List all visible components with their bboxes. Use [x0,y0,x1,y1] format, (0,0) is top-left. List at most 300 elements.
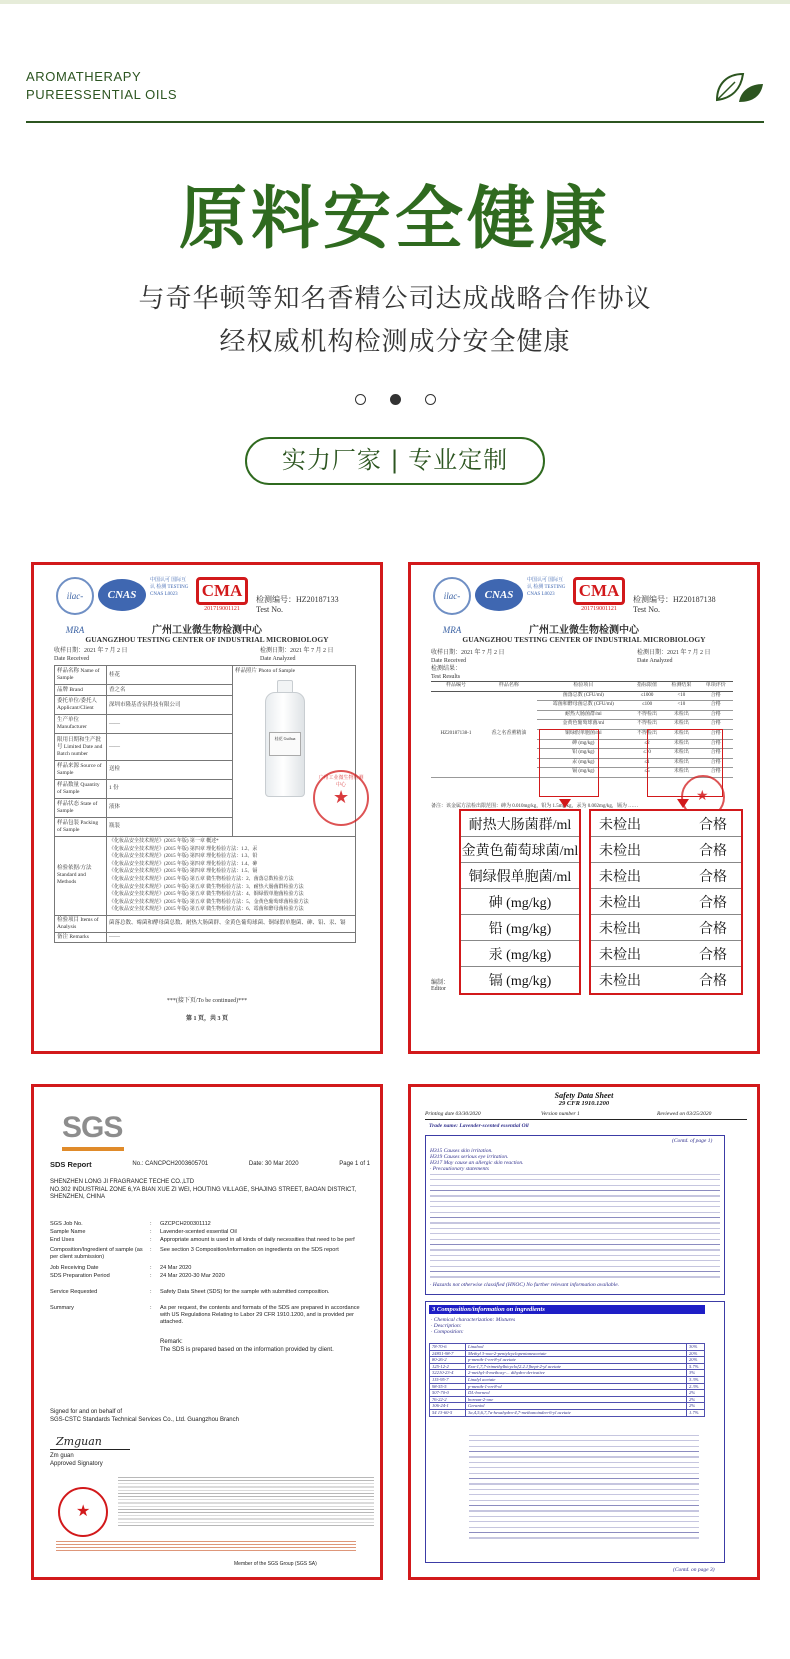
row-value: 深圳市隆基香氛科技有限公司 [107,696,233,715]
signed-line-2: SGS-CSTC Standards Technical Services Co., Ltd. Guangzhou Branch [50,1416,239,1423]
component-percent: 2% [687,1403,705,1410]
component-percent: 20% [687,1357,705,1364]
test-number [256,595,339,615]
test-number-value: 检测编号：HZ20187133 [256,595,339,604]
chemical-characterization: · Chemical characterization: Mixtures [431,1317,516,1323]
component-percent: 3% [687,1370,705,1377]
row-value: 香之名 [107,685,233,696]
column-header: 检测结果 [664,682,698,692]
sgs-sds-report [31,1084,383,1580]
cas-number: 78-70-6 [430,1344,466,1351]
arrow-down-icon [677,799,689,808]
composition-intro [431,1317,515,1335]
carousel-dots [0,394,790,405]
table-row [430,1357,705,1364]
field-value: Lavender-scented essential Oil [160,1229,237,1235]
handwritten-signature: Zmguan [56,1435,102,1448]
column-header: 指标限值 [630,682,664,692]
cas-number: 24851-98-7 [430,1350,466,1357]
zoom-items-panel [459,809,581,995]
composition-label: · Composition: [431,1329,464,1335]
zoom-result: 未检出 [599,817,641,833]
row-value: —— [107,734,233,761]
field-value: GZCPCH200301112 [160,1221,211,1227]
component-name: 3a,4,5,6,7,7a-hexahydro-4,7-methanoinden-6-yl acetate [466,1409,687,1416]
leaf-icon [713,70,765,106]
zoom-evaluation: 合格 [699,974,727,989]
field-value: Appropriate amount is used in all kinds of daily necessities that need to be perf [160,1237,355,1243]
hazard-line: · Precautionary statements [430,1166,489,1172]
stamp-star-icon: ★ [333,787,350,807]
test-limit: ≤5 [630,768,664,778]
table-row [430,1409,705,1416]
test-report-1 [31,562,383,1054]
test-item: 铜绿假单胞菌/ml [537,729,630,739]
seal-star-icon: ★ [76,1501,91,1520]
photo-cell [233,666,364,837]
row-key: 限用日期和生产批号 Limited Date and Batch number [55,734,107,761]
method-item: 《化妆品安全技术规范》(2015 年版) 第四章 理化检验方法：1.4、砷 [109,861,258,867]
table-row [55,666,356,685]
test-item: 菌落总数 (CFU/ml) [537,691,630,701]
method-item: 《化妆品安全技术规范》(2015 年版) 第四章 理化检验方法：1.5、镉 [109,869,258,875]
test-report-2 [408,562,760,1054]
field-value: 24 Mar 2020 [160,1265,192,1271]
member-note: Member of the SGS Group (SGS SA) [234,1561,317,1567]
component-name: Methyl 3-oxo-2-pentylcyclopentaneacetate [466,1350,687,1357]
method-item: 《化妆品安全技术规范》(2015 年版) 第四章 理化检验方法：1.2、汞 [109,846,258,852]
sgs-logo-underline [62,1147,124,1151]
cma-number: 201719001121 [581,606,617,612]
report-date: Date: 30 Mar 2020 [248,1161,299,1167]
zoom-results-panel [589,809,743,995]
cas-number: 54 13-60-5 [430,1409,466,1416]
row-key: 样品数量 Quantity of Sample [55,779,107,798]
cas-number: 32210-23-4 [430,1370,466,1377]
cas-number: 115-95-7 [430,1376,466,1383]
table-row [430,1403,705,1410]
test-number-en: Test No. [256,605,283,614]
component-name: Linalyl acetate [466,1376,687,1383]
date-received [54,647,128,663]
components-table [429,1343,705,1417]
cnas-text: 中国认可 国际互认 检测 TESTING CNAS L0023 [527,578,566,597]
hazard-line: H317 May cause an allergic skin reaction. [430,1160,524,1166]
date-received-en: Date Received [54,656,90,662]
component-percent: 2.3% [687,1383,705,1390]
date-received [431,649,505,665]
signer-block [50,1453,170,1468]
zoom-evaluation: 合格 [699,843,727,859]
test-item: 金黄色葡萄球菌/ml [537,720,630,730]
date-analyzed-value: 检测日期：2021 年 7 月 2 日 [637,650,711,656]
cas-number: 76-22-2 [430,1396,466,1403]
zoom-item: 铅 (mg/kg) [461,915,579,941]
component-name: p-menth-1-en-8-ol [466,1383,687,1390]
row-key: 生产单位 Manufacturer [55,715,107,734]
continued-note: ***(接下页/To be continued)*** [166,998,248,1004]
test-result: 未检出 [664,739,698,749]
row-key: 样品包装 Packing of Sample [55,817,107,836]
test-limit: 不得检出 [630,710,664,720]
test-result: 未检出 [664,720,698,730]
test-limit: ≤100 [630,701,664,711]
methods-key: 检验依据/方法 Standard and Methods [55,837,107,916]
zoom-evaluation: 合格 [699,869,727,885]
method-item: 《化妆品安全技术规范》(2015 年版) 第五章 微生物检验方法：3、耐热大肠菌群检验方法 [109,884,304,890]
stamp-text: 广州工业微生物检测中心 [318,776,364,788]
items-value: 菌落总数、霉菌和酵母菌总数、耐热大肠菌群、金黄色葡萄球菌、铜绿假单胞菌、砷、铅、汞、镉 [107,915,356,932]
signer-title: Approved Signatory [50,1460,103,1467]
field-row: Summary : As per request, the contents and formats of the SDS are prepared in accordance with US Regulations Relating to Labor 29 CFR 1910.1200, and is provided per attached. [50,1305,370,1326]
sds-subtitle: 29 CFR 1910.1200 [558,1100,610,1107]
zoom-result-row [591,941,741,967]
method-item: 《化妆品安全技术规范》(2015 年版) 第四章 理化检验方法：1.3、铅 [109,854,258,860]
zoom-result-row [591,811,741,837]
photo-label: 样品照片 Photo of Sample [235,668,296,674]
carousel-dot-1[interactable] [355,394,366,405]
lab-name-en: GUANGZHOU TESTING CENTER OF INDUSTRIAL MICROBIOLOGY [85,635,329,644]
test-result: 未检出 [664,729,698,739]
field-key: End Uses [50,1237,75,1243]
cas-number: 80-26-2 [430,1357,466,1364]
table-row [430,1383,705,1390]
component-name: DL-borneol [466,1390,687,1397]
test-item: 铅 (mg/kg) [537,749,630,759]
section-3-heading: 3 Composition/information on ingredients [429,1305,705,1314]
row-value: 桂花 [107,666,233,685]
remarks-key: 备注 Remarks [55,932,107,942]
zoom-result: 未检出 [599,947,641,963]
date-received-en: Date Received [431,658,467,664]
inspection-stamp [313,770,369,826]
editor-cn: 编制： [431,980,450,986]
zoom-evaluation: 合格 [699,895,727,911]
cas-number: 125-12-2 [430,1363,466,1370]
highlight-items-box [539,729,599,797]
field-row: SGS Job No. : GZCPCH200301112 [50,1221,370,1228]
zoom-item: 汞 (mg/kg) [461,941,579,967]
test-number [633,595,716,615]
lab-name-cn: 广州工业微生物检测中心 [152,625,262,636]
test-evaluation: 合格 [699,768,733,778]
zoom-evaluation: 合格 [699,921,727,937]
field-key: SDS Preparation Period [50,1273,110,1279]
arrow-down-icon [559,799,571,808]
hazard-line: H315 Causes skin irritation. [430,1148,493,1154]
version-number: Version number 1 [541,1111,580,1117]
safety-data-sheet [408,1084,760,1580]
signed-line-1: Signed for and on behalf of [50,1409,123,1415]
row-key: 样品来源 Source of Sample [55,760,107,779]
test-limit: 不得检出 [630,720,664,730]
reviewed-date: Reviewed on 03/25/2020 [657,1111,712,1117]
test-item: 砷 (mg/kg) [537,739,630,749]
field-key: Job Receiving Date [50,1265,99,1271]
test-evaluation: 合格 [699,710,733,720]
field-value: See section 3 Composition/information on ingredients on the SDS report [160,1247,339,1253]
field-value: 24 Mar 2020-30 Mar 2020 [160,1273,225,1279]
table-row [430,1350,705,1357]
cas-number: 106-24-1 [430,1403,466,1410]
test-limit: 不得检出 [630,729,664,739]
zoom-result-row [591,967,741,993]
header-rule [425,1119,747,1120]
test-result: 未检出 [664,710,698,720]
component-name: Exo-1,7,7-trimethylbicyclo[2.2.1]hept-2-yl acetate [466,1363,687,1370]
component-name: Geraniol [466,1403,687,1410]
cnas-logo: CNAS [98,579,146,611]
test-limit: ≤1000 [630,691,664,701]
component-percent: 2% [687,1390,705,1397]
remarks-value: —— [107,932,356,942]
row-value: 送检 [107,760,233,779]
table-row [430,1344,705,1351]
date-analyzed-value: 检测日期：2021 年 7 月 2 日 [260,648,334,654]
row-key: 品牌 Brand [55,685,107,696]
cma-logo: CMA [196,577,248,605]
sample-name: 香之名香薰精油 [481,691,537,777]
zoom-result: 未检出 [599,869,641,885]
table-row [55,932,356,942]
table-row [430,1390,705,1397]
field-row: Job Receiving Date : 24 Mar 2020 [50,1265,370,1272]
contd-note: (Contd. of page 1) [672,1138,713,1144]
subtitle-line-2: 经权威机构检测成分安全健康 [219,327,571,357]
brand-line-2: PUREESSENTIAL OILS [26,87,178,102]
test-evaluation: 合格 [699,729,733,739]
test-limit: ≤1 [630,758,664,768]
zoom-result: 未检出 [599,843,641,859]
fine-print-footer [56,1541,356,1553]
trade-name: Trade name: Lavender-scented essential Oil [429,1123,529,1129]
lab-name-en: GUANGZHOU TESTING CENTER OF INDUSTRIAL MICROBIOLOGY [462,635,706,644]
test-result: 未检出 [664,768,698,778]
remark-block [160,1339,370,1354]
carousel-dot-3[interactable] [425,394,436,405]
method-item: 《化妆品安全技术规范》(2015 年版) 第五章 微生物检验方法：6、霉菌和酵母菌检验方法 [109,907,304,913]
cnas-text: 中国认可 国际互认 检测 TESTING CNAS L0023 [150,578,189,597]
table-row [431,691,733,701]
cma-logo: CMA [573,577,625,605]
zoom-result: 未检出 [599,895,641,911]
table-row [430,1396,705,1403]
field-value: Safety Data Sheet (SDS) for the sample with submitted composition. [160,1289,330,1295]
report-page: Page 1 of 1 [339,1161,370,1167]
zoom-item: 耐热大肠菌群/ml [461,811,579,837]
contd-end-note: (Contd. on page 3) [673,1567,715,1573]
zoom-item: 金黄色葡萄球菌/ml [461,837,579,863]
table-row [430,1376,705,1383]
field-key: Sample Name [50,1229,86,1235]
field-row: End Uses : Appropriate amount is used in all kinds of daily necessities that need to be perf [50,1237,370,1244]
test-evaluation: 合格 [699,701,733,711]
client-name: SHENZHEN LONG JI FRAGRANCE TECHE CO.,LTD [50,1179,195,1185]
client-address-line: NO.302 INDUSTRIAL ZONE 6,YA BIAN XUE ZI WEI, HOUTING VILLAGE, SHAJING STREET, BAOAN DISTRICT, [50,1186,357,1193]
report-header-line [50,1161,370,1169]
column-header: 样品编号 [431,682,481,692]
description-label: · Description: [431,1323,462,1329]
test-result: 未检出 [664,749,698,759]
row-value: —— [107,715,233,734]
field-key: Service Requested [50,1289,98,1295]
other-hazards: · Hazards not otherwise classified (HNOC) No further relevant information available. [430,1282,620,1288]
field-value: As per request, the contents and formats of the SDS are prepared in accordance with US Regulations Relating to Labor 29 CFR 1910.1200, and is provided per attached. [160,1305,360,1325]
table-row [430,1370,705,1377]
page-number: 第 1 页，共 3 页 [185,1016,228,1022]
test-result: 未检出 [664,758,698,768]
date-analyzed [260,647,334,663]
signed-block [50,1409,370,1424]
results-title-en: Test Results [431,674,461,680]
zoom-evaluation: 合格 [699,947,727,963]
report-number: No.: CANCPCH2003605701 [132,1161,209,1167]
test-evaluation: 合格 [699,749,733,759]
field-row: Service Requested : Safety Data Sheet (SDS) for the sample with submitted composition. [50,1289,370,1296]
field-key: Summary [50,1305,74,1311]
component-percent: 1.7% [687,1409,705,1416]
test-result: <10 [664,691,698,701]
test-number-en: Test No. [633,605,660,614]
detection-limit-note: 备注：该金属方法检出限范围：砷为 0.010mg/kg，铅为 1.5mg/kg，汞为 0.002mg/kg，镉为 …… [431,804,639,809]
date-analyzed-en: Date Analyzed [260,656,296,662]
printing-date: Printing date 03/30/2020 [425,1111,481,1117]
carousel-dot-2[interactable] [390,394,401,405]
sample-info-table [54,665,364,943]
test-result: <10 [664,701,698,711]
component-percent: 5.7% [687,1363,705,1370]
zoom-result-row [591,837,741,863]
sample-number: HZ20187138-1 [431,691,481,777]
methods-list [107,837,356,916]
cas-number: 507-70-0 [430,1390,466,1397]
table-header-row [431,682,733,692]
table-row [55,837,356,916]
component-percent: 2% [687,1396,705,1403]
date-analyzed [637,649,711,665]
column-header: 样品名称 [481,682,537,692]
precautionary-text [430,1174,720,1278]
component-name: Linalool [466,1344,687,1351]
client-address [50,1179,370,1202]
date-received-value: 收样日期：2021 年 7 月 2 日 [431,650,505,656]
items-key: 检验项目 Items of Analysis [55,915,107,932]
test-evaluation: 合格 [699,739,733,749]
row-key: 样品名称 Name of Sample [55,666,107,685]
method-item: 《化妆品安全技术规范》(2015 年版) 第一章 概述* [109,839,219,844]
component-name: 2-methyl-4-methoxy-... dihydro-derivative [466,1370,687,1377]
hazard-classification-text [469,1435,699,1543]
ilac-mra-logo: ilac-MRA [433,577,471,615]
test-item: 霉菌和酵母菌总数 (CFU/ml) [537,701,630,711]
field-row: Composition/Ingredient of sample (as per client submission) : See section 3 Composition/information on ingredients on the SDS report [50,1247,370,1261]
page-title: 原料安全健康 [178,180,611,259]
method-item: 《化妆品安全技术规范》(2015 年版) 第五章 微生物检验方法：4、铜绿假单胞菌检验方法 [109,892,304,898]
editor-label [431,977,449,992]
remark-title: Remark: [160,1339,183,1345]
row-key: 委托单位/委托人 Applicant/Client [55,696,107,715]
date-analyzed-en: Date Analyzed [637,658,673,664]
test-limit: ≤10 [630,749,664,759]
table-row [430,1363,705,1370]
test-evaluation: 合格 [699,720,733,730]
fine-print-terms [118,1477,374,1527]
component-name: bornan-2-one [466,1396,687,1403]
column-header: 单项评价 [699,682,733,692]
zoom-result: 未检出 [599,921,641,937]
zoom-item: 砷 (mg/kg) [461,889,579,915]
zoom-result-row [591,863,741,889]
results-title-cn: 检测结果： [431,666,462,672]
hazard-statements [430,1148,524,1172]
hazard-section [425,1135,725,1295]
test-limit: ≤2 [630,739,664,749]
brand-line-1: AROMATHERAPY [26,69,142,84]
hazard-line: H319 Causes serious eye irritation. [430,1154,509,1160]
lab-name-cn: 广州工业微生物检测中心 [529,625,639,636]
factory-badge: 实力厂家 | 专业定制 [245,437,545,485]
zoom-result-row [591,915,741,941]
zoom-item: 铜绿假单胞菌/ml [461,863,579,889]
test-item: 耐热大肠菌群/ml [537,710,630,720]
stamp-star-icon: ★ [696,789,709,804]
date-received-value: 收样日期：2021 年 7 月 2 日 [54,648,128,654]
editor-en: Editor [431,986,446,992]
results-title [431,665,461,681]
field-row: Sample Name : Lavender-scented essential Oil [50,1229,370,1236]
signer-name: Zm guan [50,1453,74,1459]
field-row: SDS Preparation Period : 24 Mar 2020-30 Mar 2020 [50,1273,370,1280]
cnas-logo: CNAS [475,579,523,611]
field-key: SGS Job No. [50,1221,83,1227]
zoom-result-row [591,889,741,915]
test-evaluation: 合格 [699,758,733,768]
row-value: 液体 [107,798,233,817]
sgs-logo: SGS [62,1111,123,1144]
field-key: Composition/Ingredient of sample (as per client submission) [50,1247,143,1260]
test-item: 镉 (mg/kg) [537,768,630,778]
component-percent: 30% [687,1344,705,1351]
signature-line [50,1449,130,1450]
component-percent: 20% [687,1350,705,1357]
cas-number: 98-55-5 [430,1383,466,1390]
row-key: 样品状态 State of Sample [55,798,107,817]
component-percent: 3.3% [687,1376,705,1383]
zoom-result: 未检出 [599,974,641,989]
bottle-label: 桂花 Guihua [269,732,301,756]
sds-title: Safety Data Sheet [554,1091,614,1100]
row-value: 瓶装 [107,817,233,836]
top-strip [0,0,790,4]
remark-text: The SDS is prepared based on the information provided by client. [160,1346,334,1353]
method-item: 《化妆品安全技术规范》(2015 年版) 第五章 微生物检验方法：2、菌落总数检验方法 [109,876,294,882]
cma-number: 201719001121 [204,606,240,612]
zoom-evaluation: 合格 [699,817,727,833]
test-number-value: 检测编号：HZ20187138 [633,595,716,604]
component-name: p-menth-1-en-8-yl acetate [466,1357,687,1364]
company-seal [58,1487,108,1537]
client-city: SHENZHEN, CHINA [50,1194,106,1201]
method-item: 《化妆品安全技术规范》(2015 年版) 第五章 微生物检验方法：5、金黄色葡萄球菌检验方法 [109,899,309,905]
row-value: 1 份 [107,779,233,798]
test-evaluation: 合格 [699,691,733,701]
brand-text [26,68,177,104]
header-divider [26,121,764,123]
test-item: 汞 (mg/kg) [537,758,630,768]
report-title: SDS Report [50,1160,92,1169]
table-row [55,915,356,932]
ilac-mra-logo: ilac-MRA [56,577,94,615]
